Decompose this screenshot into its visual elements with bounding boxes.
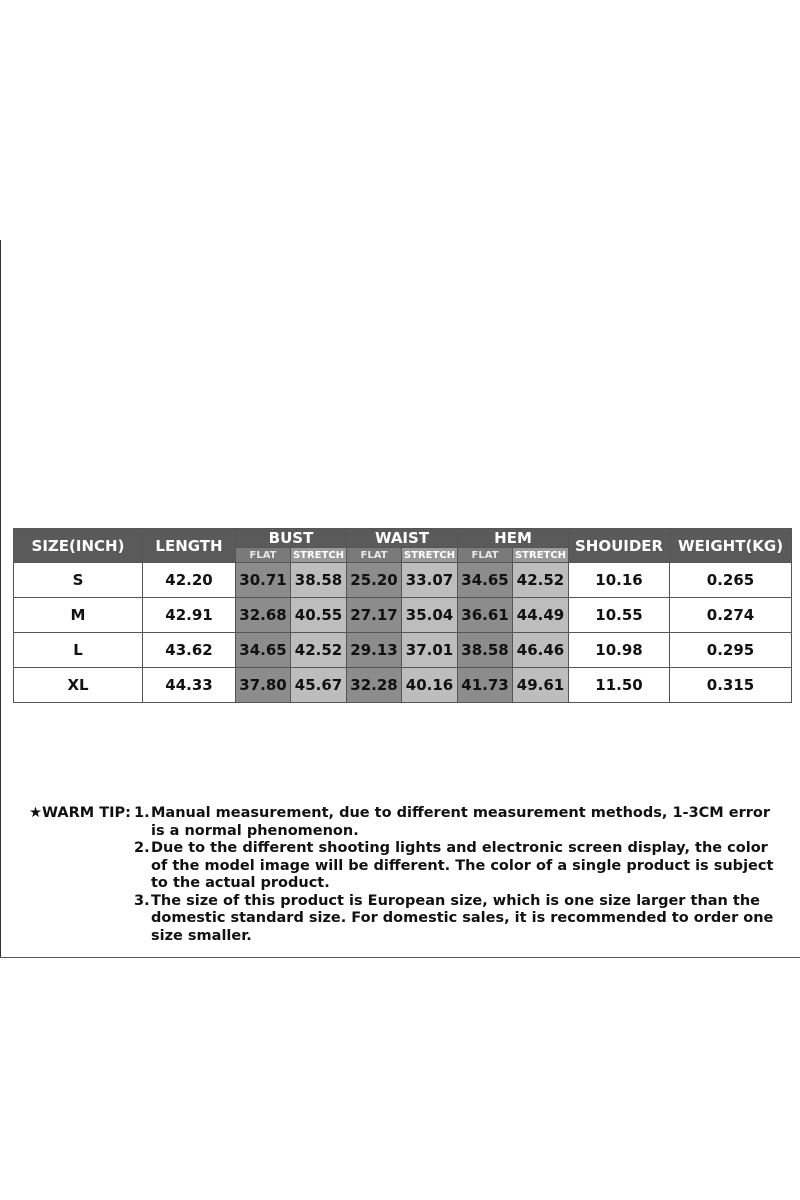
warm-tip-text: Due to the different shooting lights and electronic screen display, the color of the model image will be different. The color of a single product is subject to the actual product. <box>151 840 774 891</box>
header-shoulder: SHOUIDER <box>569 529 670 563</box>
cell-bust-flat: 37.80 <box>236 668 291 703</box>
table-body <box>14 563 792 703</box>
header-bust: BUST <box>236 529 347 548</box>
warm-tip-number: 1. <box>134 805 150 821</box>
cell-bust-flat: 32.68 <box>236 598 291 633</box>
subheader-bust-flat: FLAT <box>236 548 291 563</box>
subheader-waist-flat: FLAT <box>347 548 402 563</box>
header-waist: WAIST <box>347 529 458 548</box>
cell-length: 42.91 <box>143 598 236 633</box>
cell-weight: 0.274 <box>670 598 792 633</box>
cell-bust-stretch: 42.52 <box>291 633 347 668</box>
cell-hem-stretch: 46.46 <box>513 633 569 668</box>
cell-bust-stretch: 38.58 <box>291 563 347 598</box>
header-length: LENGTH <box>143 529 236 563</box>
cell-bust-flat: 34.65 <box>236 633 291 668</box>
cell-size: L <box>14 633 143 668</box>
list-item <box>134 840 784 893</box>
cell-waist-flat: 29.13 <box>347 633 402 668</box>
cell-length: 43.62 <box>143 633 236 668</box>
cell-size: XL <box>14 668 143 703</box>
cell-waist-stretch: 37.01 <box>402 633 458 668</box>
cell-bust-stretch: 40.55 <box>291 598 347 633</box>
cell-waist-stretch: 40.16 <box>402 668 458 703</box>
header-hem: HEM <box>458 529 569 548</box>
cell-shoulder: 10.16 <box>569 563 670 598</box>
cell-bust-stretch: 45.67 <box>291 668 347 703</box>
cell-size: S <box>14 563 143 598</box>
cell-hem-flat: 36.61 <box>458 598 513 633</box>
cell-hem-flat: 41.73 <box>458 668 513 703</box>
cell-waist-stretch: 33.07 <box>402 563 458 598</box>
table-header <box>14 529 792 563</box>
bottom-border-line <box>0 957 800 958</box>
subheader-hem-flat: FLAT <box>458 548 513 563</box>
cell-size: M <box>14 598 143 633</box>
subheader-hem-stretch: STRETCH <box>513 548 569 563</box>
header-size: SIZE(INCH) <box>14 529 143 563</box>
list-item <box>134 805 784 840</box>
cell-length: 44.33 <box>143 668 236 703</box>
warm-tip-text: Manual measurement, due to different measurement methods, 1-3CM error is a normal phenomenon. <box>151 805 771 839</box>
cell-weight: 0.315 <box>670 668 792 703</box>
table-row <box>14 563 792 598</box>
cell-waist-flat: 27.17 <box>347 598 402 633</box>
cell-hem-flat: 34.65 <box>458 563 513 598</box>
cell-hem-flat: 38.58 <box>458 633 513 668</box>
cell-hem-stretch: 49.61 <box>513 668 569 703</box>
size-chart-table <box>13 528 792 703</box>
table-row <box>14 633 792 668</box>
cell-waist-stretch: 35.04 <box>402 598 458 633</box>
cell-weight: 0.265 <box>670 563 792 598</box>
warm-tip-number: 2. <box>134 840 150 856</box>
warm-tip-label: ★WARM TIP: <box>29 805 131 821</box>
header-weight: WEIGHT(KG) <box>670 529 792 563</box>
cell-length: 42.20 <box>143 563 236 598</box>
list-item <box>134 893 784 946</box>
cell-weight: 0.295 <box>670 633 792 668</box>
warm-tip-list <box>134 805 784 945</box>
table-row <box>14 598 792 633</box>
cell-hem-stretch: 44.49 <box>513 598 569 633</box>
cell-shoulder: 10.55 <box>569 598 670 633</box>
left-border-line <box>0 240 1 958</box>
cell-bust-flat: 30.71 <box>236 563 291 598</box>
warm-tip-text: The size of this product is European size, which is one size larger than the domestic standard size. For domestic sales, it is recommended to order one size smaller. <box>151 892 774 944</box>
warm-tip-number: 3. <box>134 892 150 909</box>
cell-waist-flat: 32.28 <box>347 668 402 703</box>
cell-shoulder: 10.98 <box>569 633 670 668</box>
cell-shoulder: 11.50 <box>569 668 670 703</box>
subheader-waist-stretch: STRETCH <box>402 548 458 563</box>
cell-hem-stretch: 42.52 <box>513 563 569 598</box>
cell-waist-flat: 25.20 <box>347 563 402 598</box>
table-row <box>14 668 792 703</box>
subheader-bust-stretch: STRETCH <box>291 548 347 563</box>
